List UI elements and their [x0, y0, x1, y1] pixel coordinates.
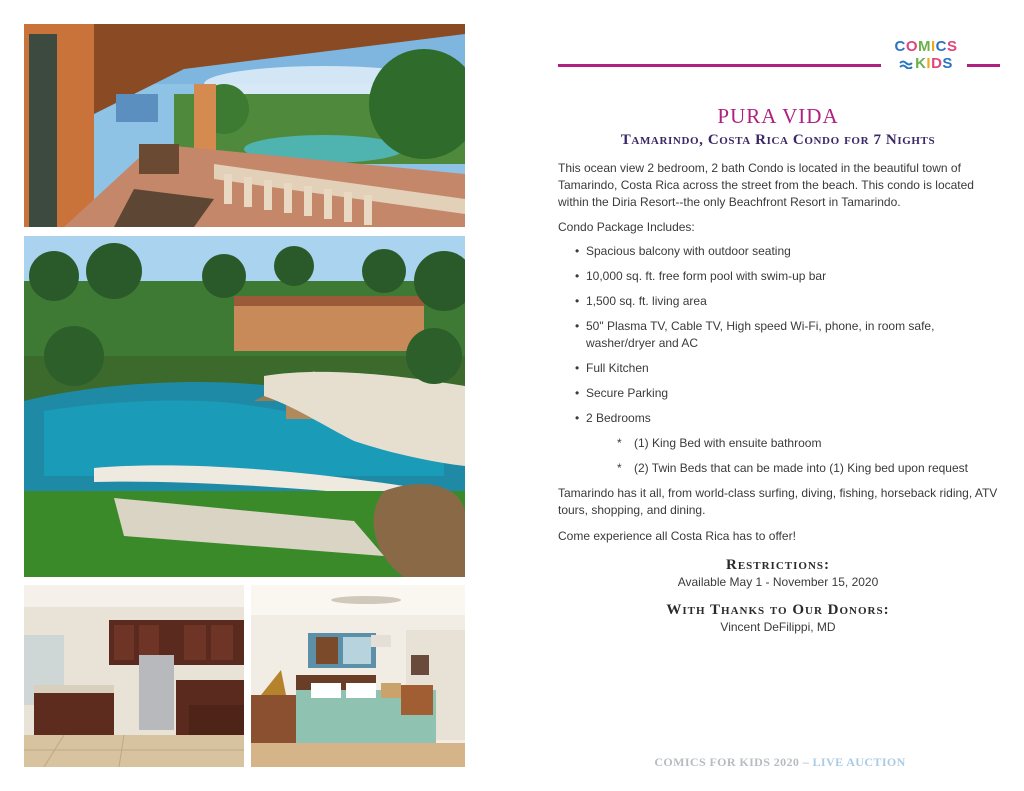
list-item: • Secure Parking [575, 386, 669, 400]
invitation-text: Come experience all Costa Rica has to offer! [558, 529, 796, 543]
bed-list [558, 435, 998, 477]
page-title: PURA VIDA [717, 104, 839, 128]
bullet-icon: • [575, 411, 580, 425]
list-item: • 50" Plasma TV, Cable TV, High speed Wi-Fi, phone, in room safe, washer/dryer and AC [575, 319, 935, 350]
restrictions-text: Available May 1 - November 15, 2020 [677, 575, 879, 589]
donors-heading: With Thanks to Our Donors: [666, 602, 890, 618]
list-item: • Spacious balcony with outdoor seating [575, 244, 791, 258]
donors-text: Vincent DeFilippi, MD [720, 620, 836, 634]
list-item: • 1,500 sq. ft. living area [575, 294, 707, 308]
footer-accent: LIVE AUCTION [812, 755, 906, 769]
intro-paragraph: This ocean view 2 bedroom, 2 bath Condo is located in the beautiful town of Tamarindo, Costa Rica across the street from the beach. This condo is located within the Diria Resort--the only Beachfront Resort in Tamarindo. [558, 161, 974, 209]
asterisk-icon: * [617, 436, 622, 450]
logo-wave-icon [899, 59, 913, 69]
list-item: • Full Kitchen [575, 361, 649, 375]
list-item: • 2 Bedrooms [575, 411, 651, 425]
feature-list [558, 243, 998, 427]
bedroom-photo [251, 585, 465, 767]
page-footer [600, 755, 960, 770]
list-item: • 10,000 sq. ft. free form pool with swim-up bar [575, 269, 827, 283]
includes-label: Condo Package Includes: [558, 220, 695, 234]
comics-for-kids-logo [888, 38, 964, 78]
bullet-icon: • [575, 386, 580, 400]
footer-text: COMICS FOR KIDS 2020 – [654, 755, 813, 769]
bullet-icon: • [575, 294, 580, 308]
bullet-icon: • [575, 269, 580, 283]
description-column [558, 104, 998, 635]
pool-photo [24, 236, 465, 577]
logo-kids: KIDS [915, 55, 953, 72]
logo-line-2 [888, 55, 964, 72]
header-rule-right [967, 64, 1000, 67]
balcony-photo [24, 24, 465, 227]
asterisk-icon: * [617, 461, 622, 475]
header-rule-left [558, 64, 881, 67]
list-item: * (1) King Bed with ensuite bathroom [617, 436, 822, 450]
list-item: * (2) Twin Beds that can be made into (1) King bed upon request [617, 461, 968, 475]
page-subtitle: Tamarindo, Costa Rica Condo for 7 Nights [620, 132, 936, 148]
bullet-icon: • [575, 244, 580, 258]
bullet-icon: • [575, 361, 580, 375]
kitchen-photo [24, 585, 244, 767]
logo-line-1: COMICS [894, 38, 958, 55]
restrictions-heading: Restrictions: [725, 557, 831, 573]
closing-paragraph: Tamarindo has it all, from world-class surfing, diving, fishing, horseback riding, ATV tours, shopping, and dining. [558, 486, 998, 517]
bullet-icon: • [575, 319, 580, 333]
